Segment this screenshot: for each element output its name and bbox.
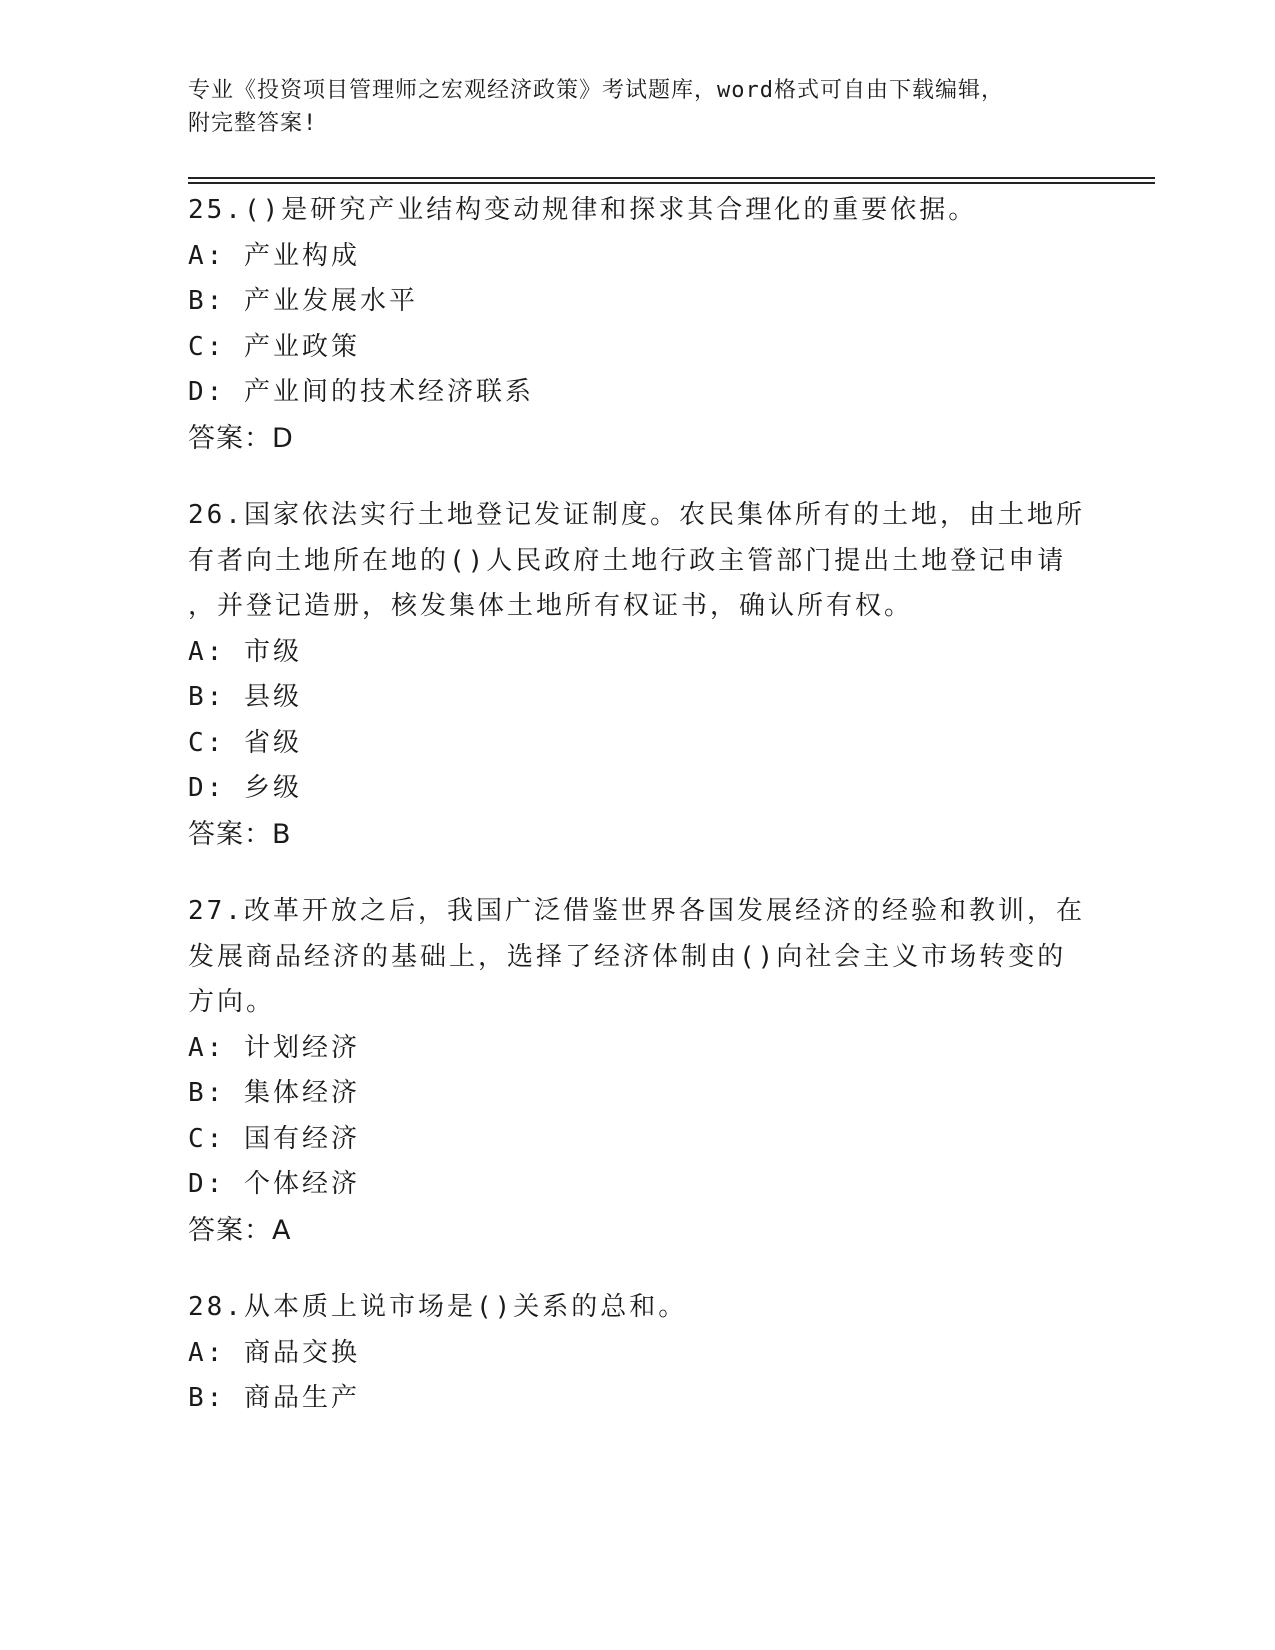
question-stem: 25.()是研究产业结构变动规律和探求其合理化的重要依据。 [188,195,978,225]
question-stem: 有者向土地所在地的()人民政府土地行政主管部门提出土地登记申请 [188,545,1067,576]
header-line-2: 附完整答案! [188,111,318,136]
question-26 [188,493,1088,857]
document-header [188,74,1088,140]
answer: 答案：B [188,818,292,850]
answer: 答案：A [188,1214,292,1246]
option-d: D: 个体经济 [188,1169,360,1199]
question-stem: 28.从本质上说市场是()关系的总和。 [188,1292,688,1322]
option-c: C: 国有经济 [188,1123,360,1154]
option-d: D: 乡级 [188,773,302,803]
option-c: C: 省级 [188,727,302,758]
option-a: A: 商品交换 [188,1337,360,1368]
question-27 [188,889,1088,1253]
option-b: B: 县级 [188,682,302,712]
question-stem: 发展商品经济的基础上，选择了经济体制由()向社会主义市场转变的 [188,941,1067,972]
question-28 [188,1285,1088,1422]
question-stem: ，并登记造册，核发集体土地所有权证书，确认所有权。 [188,591,914,621]
question-list [188,188,1088,1454]
answer: 答案：D [188,422,294,454]
option-c: C: 产业政策 [188,331,360,362]
header-divider-top [188,177,1155,179]
question-stem: 26.国家依法实行土地登记发证制度。农民集体所有的土地，由土地所 [188,500,1085,530]
option-a: A: 市级 [188,636,302,667]
option-a: A: 产业构成 [188,240,360,271]
header-divider-bottom [188,182,1155,184]
option-d: D: 产业间的技术经济联系 [188,377,534,407]
question-stem: 方向。 [188,987,276,1017]
option-a: A: 计划经济 [188,1032,360,1063]
header-line-1: 专业《投资项目管理师之宏观经济政策》考试题库，word格式可自由下载编辑， [188,78,1004,103]
option-b: B: 集体经济 [188,1078,360,1108]
question-stem: 27.改革开放之后，我国广泛借鉴世界各国发展经济的经验和教训，在 [188,896,1085,926]
question-25 [188,188,1088,461]
option-b: B: 产业发展水平 [188,286,418,316]
option-b: B: 商品生产 [188,1383,360,1413]
